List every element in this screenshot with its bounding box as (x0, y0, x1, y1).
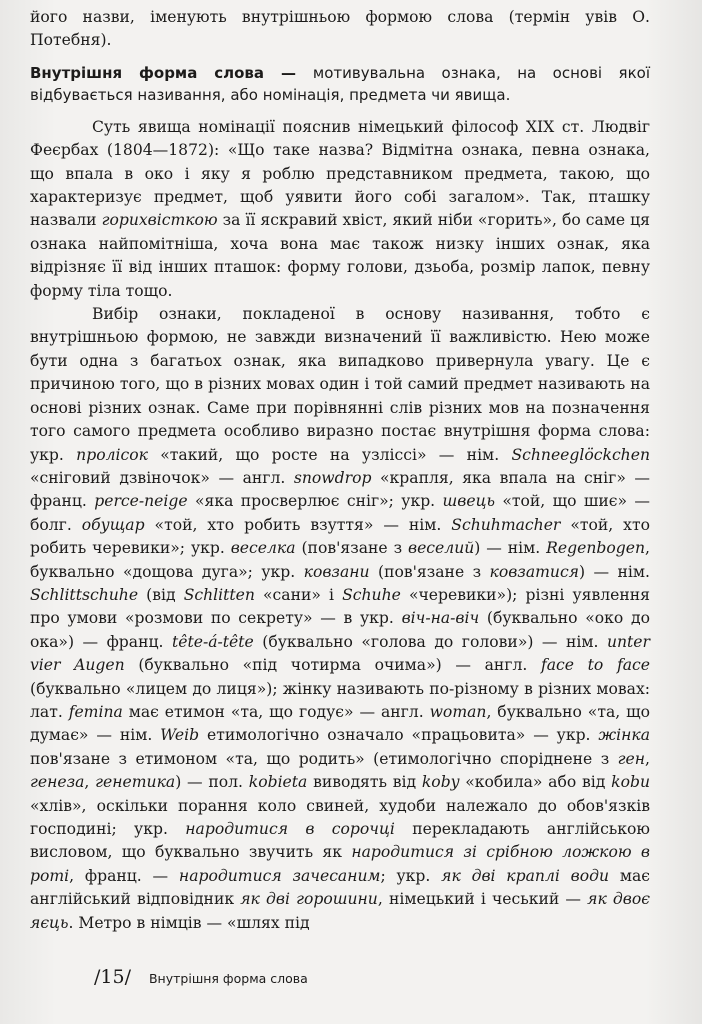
text-run: , (84, 773, 96, 792)
example-word: горихвісткою (101, 211, 218, 230)
example-word: веселка (230, 539, 296, 558)
text-run: (буквально «око до ока») — франц. (30, 609, 650, 651)
page-text (30, 6, 650, 935)
text-run: , (645, 749, 650, 768)
definition-box (30, 62, 650, 106)
example-word: Schlitten (183, 585, 255, 604)
text-run: етимологічно означало «працьовита» — укр. (199, 726, 599, 745)
text-run: (буквально «голова до голови») — нім. (253, 632, 607, 651)
text-run: має етимон «та, що годує» — англ. (122, 702, 430, 721)
text-run: , франц. — (69, 866, 179, 885)
example-word: Schneeglöckchen (511, 445, 650, 464)
text-run: «той, що шиє» — болг. (30, 492, 650, 534)
example-word: kobieta (248, 773, 308, 792)
example-word: ковзани (303, 562, 370, 581)
example-word: Regenbogen (546, 539, 646, 558)
text-run: «черевики»); різні уявлення про умови «розмови по секрету» — в укр. (30, 585, 650, 628)
example-word: як дві краплі води (441, 866, 610, 885)
example-word: unter vier Augen (30, 632, 650, 675)
example-word: пролісок (76, 445, 148, 464)
example-word: face to face (540, 656, 650, 675)
text-run: за її яскравий хвіст, який ніби «горить», бо саме ця ознака найпомітніша, хоча вона має також низку інших ознак, яка відрізняє її від інших пташок: форму голови, дзьоба, розмір лапок, певну форму тіла тощо. (30, 211, 650, 300)
example-word: генеза (30, 773, 85, 792)
text-run: (від (138, 585, 184, 604)
example-word: woman (429, 702, 487, 721)
text-run: «сніговий дзвіночок» — англ. (30, 468, 294, 487)
text-run: ) — нім. (474, 539, 547, 558)
example-word: народитися в сорочці (185, 820, 395, 838)
example-word: Weib (160, 726, 200, 745)
text-run: має англійський відповідник (30, 866, 650, 909)
text-run: , німецький і чеський — (377, 890, 588, 909)
example-word: обущар (81, 515, 145, 534)
example-word: жінка (598, 726, 650, 745)
text-run: пов'язане з етимоном «та, що родить» (етимологічно споріднене з (30, 749, 618, 768)
text-run: виводять від (307, 773, 422, 792)
definition-term: Внутрішня форма слова — (30, 63, 313, 82)
example-word: швець (442, 492, 495, 511)
example-word: як дві горошини (240, 890, 378, 909)
example-word: Schuhmacher (451, 515, 561, 534)
text-run: (пов'язане з (369, 562, 490, 581)
text-run: «той, хто робить взуття» — нім. (144, 515, 452, 534)
text-run: ) — пол. (175, 773, 249, 792)
example-word: віч-на-віч (401, 609, 480, 628)
example-word: snowdrop (293, 468, 372, 487)
text-run: «сани» і (254, 585, 343, 604)
text-run: . Метро в німців — «шлях під (68, 913, 310, 932)
text-run: , буквально «та, що думає» — нім. (30, 702, 650, 745)
example-word: femina (68, 702, 123, 721)
text-run: (буквально «під чотирма очима») — англ. (124, 656, 541, 675)
example-word: народитися зі срібною ложкою в роті (30, 843, 650, 885)
text-run: Суть явища номінації пояснив німецький філософ XIX ст. Людвіг Феєрбах (1804—1872): «Що таке назва? Відмітна ознака, певна ознака, що впала в око і яку я роблю представником предмета, такою, що характеризує предмет, щоб уявити його собі загалом». Так, пташку назвали (30, 117, 650, 230)
example-word: Schuhe (342, 585, 401, 604)
text-run: ) — нім. (579, 562, 650, 581)
text-run: перекладають англійською висловом, що буквально звучить як (30, 820, 651, 862)
text-run: (пов'язане з (295, 539, 408, 558)
text-run: «яка просверлює сніг»; укр. (187, 492, 443, 511)
example-word: Schlittschuhe (30, 585, 139, 604)
text-run: Вибір ознаки, покладеної в основу називання, тобто є внутрішньою формою, не завжди визначений її важливістю. Нею може бути одна з багатьох ознак, яка випадково привернула увагу. Це є причиною того, що в різних мовах один і той самий предмет називають на основі різних ознак. Саме при порівнянні слів різних мов на позначення того самого предмета особливо виразно постає внутрішня форма слова: укр. (30, 305, 650, 464)
example-word: генетика (95, 773, 176, 792)
running-title: Внутрішня форма слова (148, 971, 308, 986)
text-run: «такий, що росте на узліссі» — нім. (147, 445, 512, 464)
text-run: (буквально «лицем до лиця»); жінку називають по-різному в різних мовах: лат. (30, 679, 650, 721)
page-footer (94, 966, 308, 988)
paragraph-continued: його назви, іменують внутрішньою формою слова (термін увів О. Потебня). (30, 8, 650, 50)
page-number: /15/ (94, 966, 131, 988)
definition-text: мотивувальна ознака, на основі якої відбувається називання, або номінація, предмета чи явища. (30, 63, 650, 104)
text-run: ; укр. (380, 866, 442, 885)
paragraph-feuerbach (30, 116, 650, 303)
example-word: perce-neige (94, 492, 188, 511)
text-run: «кобила» або від (459, 773, 612, 792)
text-run: «той, хто робить черевики»; укр. (30, 515, 650, 558)
example-word: ковзатися (489, 562, 579, 581)
text-run: «хлів», оскільки порання коло свиней, худоби належало до обов'язків господині; укр. (30, 796, 650, 838)
example-word: веселий (408, 539, 475, 558)
example-word: koby (421, 773, 460, 792)
text-run: «крапля, яка впала на сніг» — франц. (30, 468, 650, 511)
example-word: як двоє яєць (30, 890, 651, 932)
example-word: tête-á-tête (171, 632, 254, 651)
text-run: , буквально «дощова дуга»; укр. (30, 539, 650, 581)
example-word: kobu (611, 773, 650, 792)
example-word: народитися зачесаним (178, 866, 381, 885)
example-word: ген (617, 749, 646, 768)
paragraph-examples (30, 303, 650, 935)
